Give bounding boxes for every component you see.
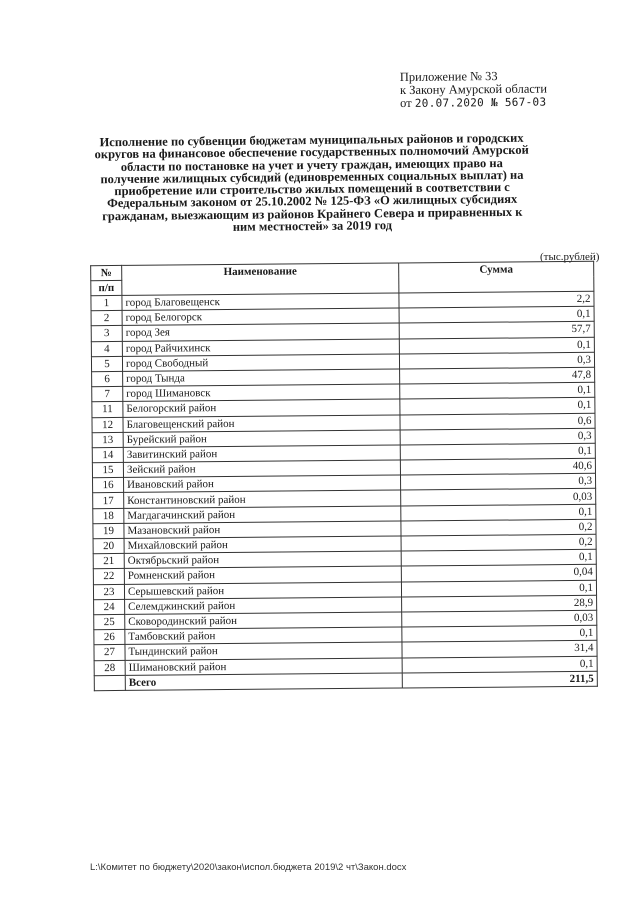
cell-num: 22 [93,569,124,584]
cell-num: 6 [92,371,123,386]
cell-name: Серышевский район [124,582,401,600]
cell-name: Тындинский район [125,642,402,660]
cell-sum: 0,3 [400,474,595,491]
cell-num: 4 [91,341,122,356]
cell-name: город Зея [122,323,399,341]
cell-sum: 0,1 [401,580,596,597]
cell-name: Магдагачинский район [124,506,401,524]
cell-num: 25 [94,614,125,629]
appendix-line-3-prefix: от [400,95,412,111]
appendix-line-2: к Закону Амурской области [399,81,548,98]
cell-sum: 28,9 [402,595,597,612]
cell-name: Зейский район [123,460,400,478]
cell-name: Константиновский район [124,490,401,508]
header-sum: Сумма [399,261,594,293]
cell-num: 13 [92,432,123,447]
cell-name: город Райчихинск [122,339,399,357]
total-label: Всего [125,673,402,691]
cell-num: 18 [93,508,124,523]
cell-sum: 0,3 [399,352,594,369]
cell-sum: 31,4 [402,641,597,658]
header-num-sub: п/п [91,280,122,295]
cell-name: Октябрьский район [124,551,401,569]
cell-sum: 47,8 [400,367,595,384]
cell-num: 26 [94,630,125,645]
cell-name: Белогорский район [123,399,400,417]
cell-num: 2 [91,311,122,326]
cell-num: 15 [92,462,123,477]
cell-sum: 0,1 [400,398,595,415]
header-name: Наименование [122,263,399,295]
cell-num [94,675,125,690]
cell-num: 21 [93,554,124,569]
cell-name: Завитинский район [123,445,400,463]
cell-sum: 0,1 [402,625,597,642]
cell-num: 19 [93,523,124,538]
cell-sum: 0,1 [400,382,595,399]
cell-num: 24 [94,599,125,614]
cell-num: 17 [93,493,124,508]
cell-num: 20 [93,538,124,553]
total-sum: 211,5 [402,671,597,688]
cell-sum: 0,04 [401,565,596,582]
cell-sum: 57,7 [399,322,594,339]
cell-name: Ивановский район [124,475,401,493]
cell-name: Ромненский район [124,566,401,584]
cell-sum: 0,1 [399,306,594,323]
cell-num: 23 [93,584,124,599]
cell-sum: 0,3 [400,428,595,445]
cell-num: 5 [91,356,122,371]
cell-sum: 0,2 [401,519,596,536]
cell-name: город Шимановск [123,384,400,402]
cell-sum: 2,2 [399,291,594,308]
cell-num: 14 [92,447,123,462]
cell-name: Мазановский район [124,521,401,539]
cell-name: Сковородинский район [125,612,402,630]
cell-sum: 0,1 [402,656,597,673]
cell-name: Михайловский район [124,536,401,554]
appendix-line-1: Приложение № 33 [399,69,498,85]
cell-sum: 0,6 [400,413,595,430]
file-path-footer: L:\Комитет по бюджету\2020\закон\испол.бюджета 2019\2 чт\Закон.docx [90,862,407,873]
cell-sum: 0,1 [399,337,594,354]
document-title: Исполнение по субвенции бюджетам муниципальных районов и городских округов на финансовое обеспечение государственных полномочий Амурской области по постановке на учет и учету граждан, имеющих право на получение жилищных субсидий (единовременных социальных выплат) на приобретение или строительство жилых помещений в соответствии с Федеральным законом от 25.10.2002 № 125-ФЗ «О жилищных субсидиях гражданам, выезжающим из районов Крайнего Севера и приравненных к ним местностей» за 2019 год [94,130,529,234]
cell-sum: 0,1 [401,504,596,521]
cell-sum: 0,03 [401,489,596,506]
appendix-note [400,69,600,110]
cell-name: город Благовещенск [122,293,399,311]
cell-num: 11 [92,402,123,417]
cell-name: город Тында [123,369,400,387]
appendix-line-3 [400,95,600,110]
appendix-handwritten-date: 20.07.2020 № 567-03 [414,95,547,110]
header-num: № [91,265,122,280]
cell-name: город Свободный [122,354,399,372]
cell-num: 28 [94,660,125,675]
cell-name: город Белогорск [122,308,399,326]
cell-num: 27 [94,645,125,660]
table-body [91,291,597,690]
data-table [90,261,598,691]
cell-sum: 0,03 [402,610,597,627]
cell-num: 1 [91,295,122,310]
cell-name: Селемджинский район [125,597,402,615]
cell-num: 7 [92,387,123,402]
cell-num: 16 [93,478,124,493]
units-label: (тыс.рублей) [540,251,600,263]
cell-sum: 0,2 [401,534,596,551]
cell-sum: 0,1 [401,549,596,566]
cell-name: Благовещенский район [123,415,400,433]
cell-name: Тамбовский район [125,627,402,645]
cell-name: Бурейский район [123,430,400,448]
cell-num: 3 [91,326,122,341]
cell-sum: 40,6 [400,458,595,475]
cell-sum: 0,1 [400,443,595,460]
cell-num: 12 [92,417,123,432]
cell-name: Шимановский район [125,658,402,676]
